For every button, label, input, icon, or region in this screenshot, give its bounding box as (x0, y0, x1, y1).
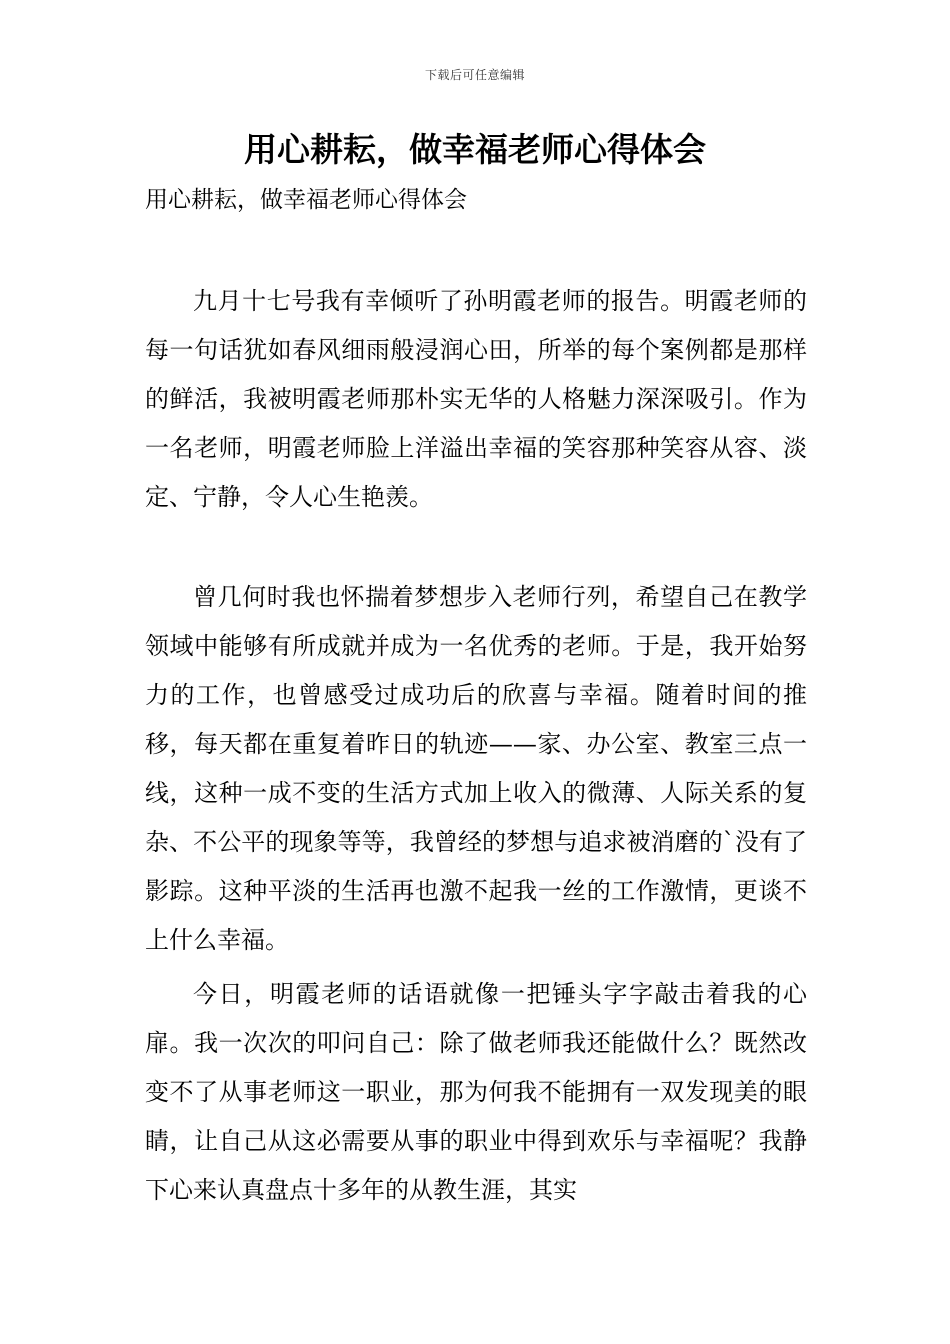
header-note: 下载后可任意编辑 (424, 68, 525, 82)
paragraph-2: 曾几何时我也怀揣着梦想步入老师行列，希望自己在教学领域中能够有所成就并成为一名优秀的老师。于是，我开始努力的工作，也曾感受过成功后的欣喜与幸福。随着时间的推移，每天都在重复着昨日的轨迹——家、办公室、教室三点一线，这种一成不变的生活方式加上收入的微薄、人际关系的复杂、不公平的现象等等，我曾经的梦想与追求被消磨的`没有了影踪。这种平淡的生活再也激不起我一丝的工作激情，更谈不上什么幸福。 (145, 583, 807, 954)
document-subtitle: 用心耕耘，做幸福老师心得体会 (145, 187, 467, 213)
paragraph-3: 今日，明霞老师的话语就像一把锤头字字敲击着我的心扉。我一次次的叩问自己：除了做老师我还能做什么？既然改变不了从事老师这一职业，那为何我不能拥有一双发现美的眼睛，让自己从这必需要从事的职业中得到欢乐与幸福呢？我静下心来认真盘点十多年的从教生涯，其实 (145, 980, 807, 1204)
document-title: 用心耕耘，做幸福老师心得体会 (244, 130, 706, 169)
paragraph-1: 九月十七号我有幸倾听了孙明霞老师的报告。明霞老师的每一句话犹如春风细雨般浸润心田，所举的每个案例都是那样的鲜活，我被明霞老师那朴实无华的人格魅力深深吸引。作为一名老师，明霞老师脸上洋溢出幸福的笑容那种笑容从容、淡定、宁静，令人心生艳羡。 (145, 287, 807, 511)
